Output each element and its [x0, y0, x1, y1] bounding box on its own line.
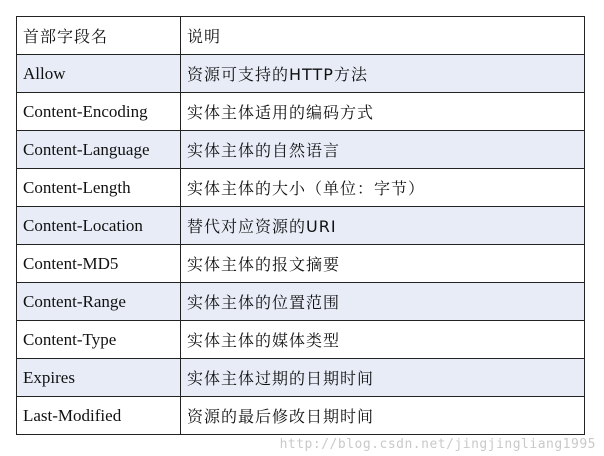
table-row [17, 245, 585, 283]
column-header-field-name: 首部字段名 [17, 17, 181, 55]
description-cell: 资源可支持的HTTP方法 [181, 55, 585, 93]
table-row [17, 55, 585, 93]
field-name-cell: Allow [17, 55, 181, 93]
table-row [17, 283, 585, 321]
watermark: http://blog.csdn.net/jingjingliang1995 [279, 437, 596, 452]
field-name-cell: Last-Modified [17, 397, 181, 435]
table-row [17, 207, 585, 245]
description-cell: 资源的最后修改日期时间 [181, 397, 585, 435]
field-name-cell: Content-Location [17, 207, 181, 245]
description-cell: 实体主体的媒体类型 [181, 321, 585, 359]
description-cell: 实体主体的自然语言 [181, 131, 585, 169]
table-header-row [17, 17, 585, 55]
column-header-description: 说明 [181, 17, 585, 55]
table-row [17, 131, 585, 169]
field-name-cell: Expires [17, 359, 181, 397]
field-name-cell: Content-Encoding [17, 93, 181, 131]
field-name-cell: Content-Language [17, 131, 181, 169]
field-name-cell: Content-Length [17, 169, 181, 207]
description-cell: 替代对应资源的URI [181, 207, 585, 245]
field-name-cell: Content-Range [17, 283, 181, 321]
field-name-cell: Content-MD5 [17, 245, 181, 283]
description-cell: 实体主体过期的日期时间 [181, 359, 585, 397]
table-row [17, 93, 585, 131]
table-row [17, 397, 585, 435]
description-cell: 实体主体的位置范围 [181, 283, 585, 321]
table-row [17, 359, 585, 397]
header-fields-table [16, 16, 585, 435]
description-cell: 实体主体的大小（单位：字节） [181, 169, 585, 207]
description-cell: 实体主体的报文摘要 [181, 245, 585, 283]
table-row [17, 321, 585, 359]
field-name-cell: Content-Type [17, 321, 181, 359]
description-cell: 实体主体适用的编码方式 [181, 93, 585, 131]
table-row [17, 169, 585, 207]
